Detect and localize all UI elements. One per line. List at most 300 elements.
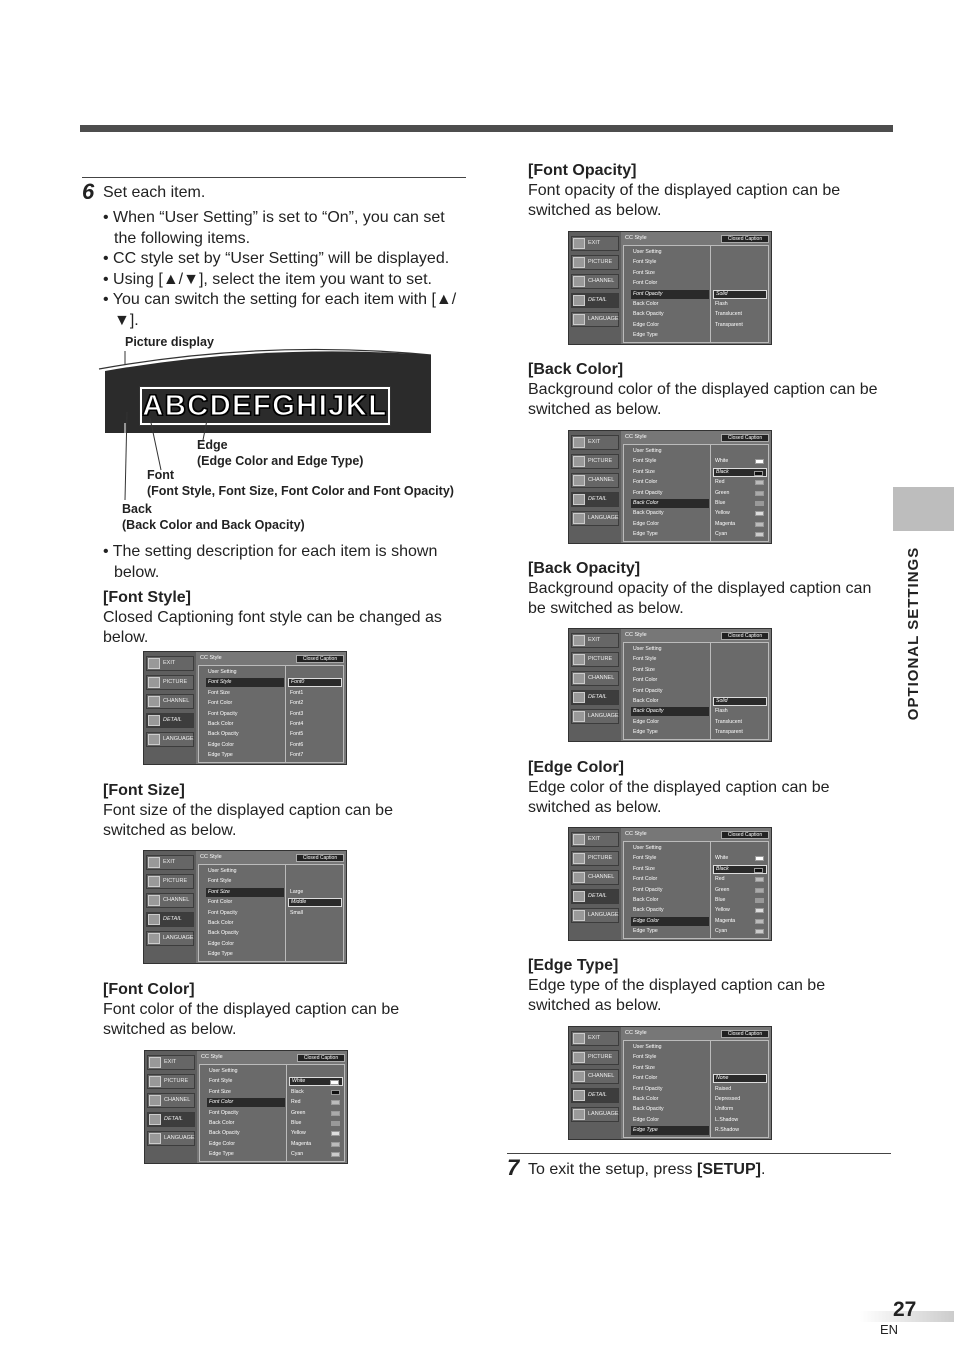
osd-sidebar-label: EXIT [588,1035,601,1041]
osd-menu-item: User Setting [208,669,237,675]
osd-sidebar-label: LANGUAGE [588,515,619,521]
osd-divider [710,245,711,343]
color-swatch-icon [754,868,763,873]
osd-menu-item: Font Opacity [631,290,709,299]
section-edge-type: [Edge Type] Edge type of the displayed caption can be switched as below. [528,957,826,1014]
osd-option: Cyan [289,1150,343,1159]
osd-menu-item: Font Opacity [209,1109,239,1116]
osd-divider [710,1040,711,1138]
osd-sidebar-label: EXIT [588,240,601,246]
menu-icon [573,692,585,703]
osd-menu-item: Back Opacity [633,311,664,318]
osd-menu-item: Font Color [633,479,658,486]
osd-menu-item: Font Opacity [633,489,663,496]
osd-option: Translucent [715,718,742,725]
osd-option: Transparent [715,729,743,736]
bullet-2: • CC style set by “User Setting” will be displayed. [103,250,450,267]
step6-number: 6 [82,179,95,204]
menu-icon [573,276,585,287]
osd-divider [710,642,711,740]
osd-option: Font7 [290,752,304,759]
osd-sidebar-item [571,1107,619,1122]
osd-sidebar-item [571,851,619,866]
osd-menu-item: Font Size [633,468,655,475]
osd-menu-item: Font Size [633,666,655,673]
osd-option: Blue [713,896,767,905]
osd-sidebar-item [146,656,194,671]
osd-menu-item: Back Opacity [208,930,239,937]
osd-sidebar-label: CHANNEL [163,698,190,704]
osd-sidebar-item [571,908,619,923]
osd-title: CC Style [625,235,647,241]
osd-option: Solid [713,697,767,706]
osd-menu-item: Edge Color [208,741,234,748]
color-swatch-icon [331,1100,340,1105]
osd-menu-item: Font Style [633,656,657,663]
osd-badge: Closed Caption [296,655,344,663]
osd-menu-item: Edge Color [633,520,659,527]
osd-option: Transparent [715,321,743,328]
osd-option: Translucent [715,311,742,318]
osd-sidebar [144,652,196,764]
osd-sidebar-item [147,1093,195,1108]
osd-menu-item: Edge Type [631,1126,709,1135]
osd-sidebar-label: EXIT [588,637,601,643]
osd-option: Magenta [289,1140,343,1149]
menu-icon [573,635,585,646]
osd-option: Red [713,875,767,884]
menu-icon [573,437,585,448]
menu-icon [573,456,585,467]
menu-icon [149,1133,161,1144]
menu-icon [573,1109,585,1120]
osd-menu-item: Edge Color [633,1116,659,1123]
osd-badge: Closed Caption [297,1054,345,1062]
osd-option: Flash [715,708,728,715]
osd-menu-item: Font Color [208,899,233,906]
osd-sidebar-label: PICTURE [588,458,613,464]
osd-menu-item: Font Style [209,1078,233,1085]
section-font-style: [Font Style] Closed Captioning font style can be changed as below. [103,589,442,646]
osd-menu-item: Font Opacity [633,687,663,694]
osd-sidebar-item [146,893,194,908]
osd-option: L.Shadow [715,1116,739,1123]
menu-icon [573,673,585,684]
menu-icon [573,1052,585,1063]
osd-sidebar-item [571,293,619,308]
bullet-4: • You can switch the setting for each item with [▲/▼]. [103,291,457,329]
osd-sidebar-item [146,912,194,927]
osd-sidebar-item [147,1055,195,1070]
osd-sidebar-item [571,312,619,327]
osd-menu-item: Font Style [633,458,657,465]
menu-icon [573,1033,585,1044]
osd-menu-item: User Setting [209,1068,238,1074]
osd-sidebar-label: PICTURE [163,878,188,884]
osd-option: Font0 [288,678,342,687]
osd-menu-item: Edge Type [633,729,658,736]
menu-icon [573,910,585,921]
osd-sidebar-label: PICTURE [588,259,613,265]
side-tab-label: OPTIONAL SETTINGS [905,546,922,721]
color-swatch-icon [331,1111,340,1116]
osd-menu-item: Edge Color [631,917,709,926]
osd-option: Black [713,468,767,477]
osd-badge: Closed Caption [721,632,769,640]
osd-divider [285,864,286,962]
osd-menu-item: Font Opacity [208,710,238,717]
osd-sidebar [145,1051,197,1163]
osd-menu-item: Font Color [633,280,658,287]
osd-sidebar-item [146,713,194,728]
osd-edge-color [568,827,772,941]
osd-sidebar-label: PICTURE [588,1054,613,1060]
osd-option: Large [290,888,304,895]
caption-sample-text: ABCDEFGHIJKL [142,390,388,422]
osd-menu-item: Edge Color [633,321,659,328]
osd-menu-item: Back Opacity [633,907,664,914]
osd-option: Cyan [713,530,767,539]
osd-sidebar-label: CHANNEL [588,675,615,681]
osd-option: Green [713,886,767,895]
osd-menu-item: Font Size [633,269,655,276]
osd-title: CC Style [625,632,647,638]
osd-menu-item: Back Opacity [209,1130,240,1137]
osd-option: Yellow [713,906,767,915]
osd-sidebar-item [146,694,194,709]
osd-sidebar-label: CHANNEL [588,477,615,483]
osd-sidebar-label: EXIT [588,439,601,445]
osd-option: Blue [713,499,767,508]
osd-option: Uniform [715,1106,734,1113]
osd-sidebar-item [571,652,619,667]
bullet-3: • Using [▲/▼], select the item you want to set. [103,270,432,288]
section-font-color: [Font Color] Font color of the displayed caption can be switched as below. [103,981,400,1038]
osd-sidebar-item [571,1050,619,1065]
side-tab-marker [893,487,954,531]
osd-sidebar-label: DETAIL [588,893,607,899]
menu-icon [573,475,585,486]
osd-option: Magenta [713,520,767,529]
osd-badge: Closed Caption [296,854,344,862]
osd-option: Font6 [290,741,304,748]
header-bar [80,125,893,132]
osd-sidebar-label: LANGUAGE [163,935,194,941]
color-swatch-icon [754,471,763,476]
osd-menu-item: Font Opacity [633,886,663,893]
section-back-color: [Back Color] Background color of the displayed caption can be switched as below. [528,361,878,418]
osd-sidebar-label: EXIT [163,859,176,865]
osd-sidebar-item [146,675,194,690]
color-swatch-icon [331,1152,340,1157]
osd-sidebar-label: EXIT [163,660,176,666]
step7-rule [507,1153,891,1154]
osd-option: Flash [715,301,728,307]
menu-icon [148,914,160,925]
menu-icon [573,1090,585,1101]
osd-sidebar-label: LANGUAGE [163,736,194,742]
osd-menu-item: Back Color [633,1096,659,1102]
menu-icon [149,1076,161,1087]
menu-icon [573,711,585,722]
edge-label: Edge (Edge Color and Edge Type) [197,438,364,468]
osd-menu-item: Back Color [208,920,234,926]
osd-option: Green [713,489,767,498]
step6-rule [82,177,466,178]
osd-menu-item: Back Color [209,1120,235,1126]
osd-option: White [289,1077,343,1086]
page-language: EN [880,1322,899,1337]
osd-menu-item: User Setting [633,249,662,255]
osd-menu-item: Font Size [206,888,284,897]
osd-option: Green [289,1109,343,1118]
osd-menu-item: User Setting [633,1044,662,1050]
menu-icon [573,494,585,505]
color-swatch-icon [755,856,764,861]
osd-sidebar-label: LANGUAGE [588,713,619,719]
osd-sidebar-item [146,855,194,870]
menu-icon [573,238,585,249]
osd-menu-item: Font Color [633,677,658,684]
osd-menu-item: Font Size [633,1064,655,1071]
osd-title: CC Style [200,655,222,661]
osd-sidebar-label: CHANNEL [164,1097,191,1103]
menu-icon [148,933,160,944]
osd-title: CC Style [625,434,647,440]
osd-badge: Closed Caption [721,434,769,442]
osd-sidebar-item [146,732,194,747]
menu-icon [573,891,585,902]
setup-key: [SETUP] [696,1161,761,1178]
osd-sidebar-item [571,1088,619,1103]
section-font-opacity: [Font Opacity] Font opacity of the displayed caption can be switched as below. [528,162,841,219]
osd-menu-item: Font Style [208,878,232,885]
osd-option: Yellow [713,509,767,518]
osd-menu-item: Edge Color [633,718,659,725]
menu-icon [148,715,160,726]
osd-menu-item: Edge Color [208,940,234,947]
osd-sidebar-item [571,709,619,724]
osd-menu-item: Back Color [633,897,659,903]
osd-menu-item: Edge Type [209,1151,234,1158]
osd-option: Black [289,1088,343,1097]
osd-menu-item: Font Opacity [208,909,238,916]
osd-sidebar-item [146,931,194,946]
osd-menu-item: Edge Type [633,531,658,538]
osd-title: CC Style [200,854,222,860]
color-swatch-icon [755,459,764,464]
osd-sidebar-label: DETAIL [588,1092,607,1098]
osd-sidebar-label: DETAIL [163,717,182,723]
menu-icon [573,872,585,883]
osd-sidebar-item [147,1074,195,1089]
menu-icon [149,1114,161,1125]
menu-icon [148,677,160,688]
osd-menu-item: Font Color [207,1098,285,1107]
osd-title: CC Style [201,1054,223,1060]
osd-menu-item: Back Color [631,499,709,508]
osd-sidebar-label: DETAIL [588,496,607,502]
menu-icon [149,1057,161,1068]
osd-menu-item: Font Color [633,1075,658,1082]
menu-icon [573,654,585,665]
osd-sidebar [569,828,621,940]
osd-sidebar-item [147,1112,195,1127]
osd-menu-item: Edge Color [209,1140,235,1147]
osd-menu-item: Back Color [208,721,234,727]
osd-option: Yellow [289,1129,343,1138]
step6-bullets [103,208,468,331]
osd-menu-item: Font Style [633,855,657,862]
osd-menu-item: Back Opacity [631,707,709,716]
osd-option: Blue [289,1119,343,1128]
osd-sidebar-label: LANGUAGE [588,316,619,322]
osd-menu-item: User Setting [633,646,662,652]
osd-option: Red [289,1098,343,1107]
osd-option: Magenta [713,917,767,926]
osd-sidebar-label: PICTURE [588,656,613,662]
menu-icon [573,834,585,845]
osd-option: Font1 [290,689,304,696]
osd-sidebar [569,1027,621,1139]
menu-icon [573,1071,585,1082]
osd-option: White [713,854,767,863]
osd-menu-item: Font Style [633,259,657,266]
color-swatch-icon [331,1142,340,1147]
osd-option: Cyan [713,927,767,936]
menu-icon [573,314,585,325]
menu-icon [148,876,160,887]
osd-menu-item: Font Style [633,1054,657,1061]
osd-sidebar-label: DETAIL [163,916,182,922]
color-swatch-icon [331,1090,340,1095]
osd-font-style [143,651,347,765]
osd-sidebar-item [571,255,619,270]
osd-option: Font4 [290,721,304,727]
osd-back-color [568,430,772,544]
osd-sidebar-item [571,671,619,686]
osd-menu-item: Edge Type [633,928,658,935]
osd-option: Font3 [290,710,304,717]
menu-icon [148,895,160,906]
osd-menu-item: User Setting [633,845,662,851]
osd-divider [710,841,711,939]
osd-edge-type [568,1026,772,1140]
osd-sidebar [144,851,196,963]
color-swatch-icon [755,480,764,485]
menu-icon [573,853,585,864]
menu-icon [573,257,585,268]
color-swatch-icon [755,532,764,537]
osd-font-opacity [568,231,772,345]
osd-badge: Closed Caption [721,1030,769,1038]
osd-menu-item: Back Opacity [633,1106,664,1113]
color-swatch-icon [755,491,764,496]
osd-sidebar [569,629,621,741]
color-swatch-icon [330,1080,339,1085]
osd-sidebar-label: CHANNEL [163,897,190,903]
osd-sidebar-item [571,690,619,705]
osd-sidebar-item [146,874,194,889]
osd-divider [286,1064,287,1162]
osd-sidebar-label: LANGUAGE [588,1111,619,1117]
osd-divider [285,665,286,763]
step7-text: To exit the setup, press [SETUP]. [528,1161,766,1178]
color-swatch-icon [331,1131,340,1136]
osd-menu-item: Font Size [209,1088,231,1095]
osd-sidebar-label: DETAIL [164,1116,183,1122]
osd-sidebar-item [571,435,619,450]
menu-icon [573,513,585,524]
osd-menu-item: User Setting [208,868,237,874]
osd-sidebar-label: LANGUAGE [588,912,619,918]
osd-menu-item: Back Color [633,698,659,704]
osd-option: Solid [713,290,767,299]
osd-menu-item: Font Style [206,678,284,687]
osd-sidebar-item [571,889,619,904]
osd-sidebar [569,232,621,344]
osd-sidebar-item [571,1031,619,1046]
osd-sidebar [569,431,621,543]
osd-menu-item: Font Size [208,689,230,696]
osd-option: Raised [715,1085,732,1092]
osd-menu-item: Font Color [633,876,658,883]
color-swatch-icon [755,908,764,913]
color-swatch-icon [755,511,764,516]
osd-option: Depressed [715,1096,741,1102]
osd-divider [710,444,711,542]
osd-option: Middle [288,898,342,907]
menu-icon [148,696,160,707]
osd-sidebar-label: EXIT [164,1059,177,1065]
osd-sidebar-item [147,1131,195,1146]
osd-option: Black [713,865,767,874]
menu-icon [148,734,160,745]
color-swatch-icon [755,522,764,527]
step6-text: Set each item. [103,184,206,201]
osd-option: None [713,1074,767,1083]
osd-sidebar-label: CHANNEL [588,1073,615,1079]
osd-option: R.Shadow [715,1127,739,1134]
osd-menu-item: Back Opacity [633,510,664,517]
osd-font-size [143,850,347,964]
osd-menu-item: Edge Type [633,332,658,339]
section-font-size: [Font Size] Font size of the displayed caption can be switched as below. [103,782,393,839]
osd-menu-item: Back Opacity [208,731,239,738]
osd-sidebar-item [571,236,619,251]
color-swatch-icon [331,1121,340,1126]
osd-option: Small [290,909,303,916]
page-number: 27 [893,1298,917,1321]
picture-display-label: Picture display [125,335,214,349]
osd-title: CC Style [625,1030,647,1036]
osd-sidebar-label: CHANNEL [588,874,615,880]
osd-sidebar-label: DETAIL [588,694,607,700]
osd-menu-item: Font Opacity [633,1085,663,1092]
color-swatch-icon [755,929,764,934]
color-swatch-icon [755,898,764,903]
step7-number: 7 [507,1155,520,1180]
osd-option: Red [713,478,767,487]
osd-sidebar-item [571,511,619,526]
menu-icon [573,295,585,306]
osd-menu-item: Font Color [208,700,233,707]
osd-sidebar-label: EXIT [588,836,601,842]
osd-sidebar-label: DETAIL [588,297,607,303]
section-edge-color: [Edge Color] Edge color of the displayed caption can be switched as below. [528,759,830,816]
osd-sidebar-item [571,633,619,648]
osd-menu-item: User Setting [633,448,662,454]
